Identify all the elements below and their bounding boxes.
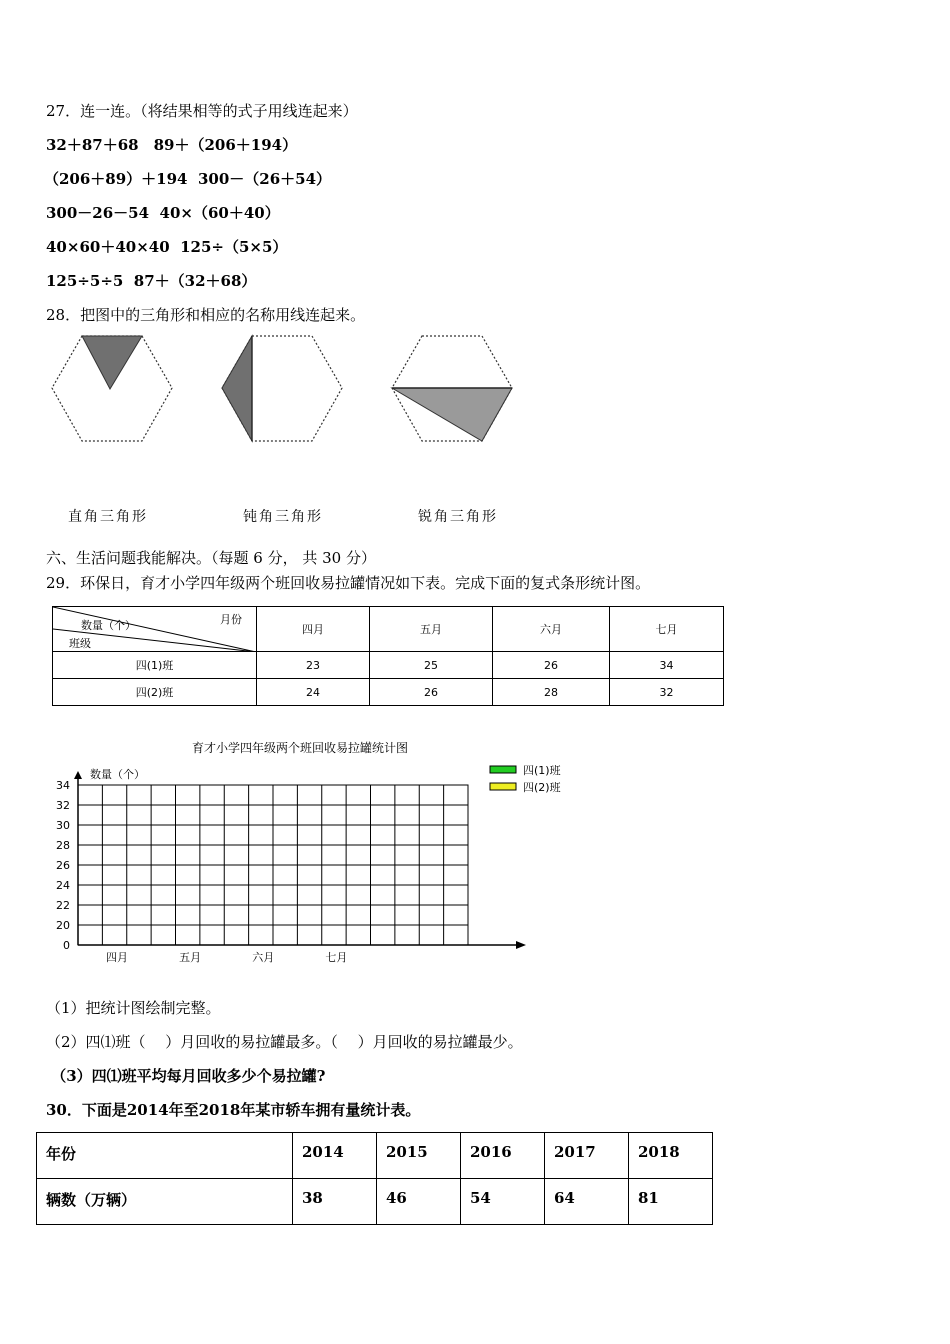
- y-tick-label: 34: [56, 779, 70, 792]
- label-right-triangle: 直角三角形: [68, 509, 148, 525]
- month-header-3: 六月: [493, 607, 610, 652]
- q27-title: 27．连一连。（将结果相等的式子用线连起来）: [46, 102, 358, 120]
- y-tick-label: 26: [56, 859, 70, 872]
- year-cell: 2015: [377, 1133, 461, 1179]
- label-acute-triangle: 锐角三角形: [418, 509, 498, 525]
- table-corner-cell: [53, 607, 257, 652]
- corner-month-label: 月份: [220, 613, 242, 626]
- table-cell: 26: [493, 652, 610, 679]
- q29-sub3: （3）四⑴班平均每月回收多少个易拉罐?: [46, 1067, 326, 1085]
- y-tick-label: 0: [63, 939, 70, 952]
- x-tick-label: 四月: [106, 951, 128, 964]
- table-cell: 28: [493, 679, 610, 706]
- legend-label: 四(2)班: [523, 781, 561, 794]
- month-header-4: 七月: [610, 607, 724, 652]
- legend-swatch: [490, 766, 516, 773]
- y-tick-label: 28: [56, 839, 70, 852]
- q30-data-table: [36, 1132, 713, 1225]
- row-label-count: 辆数（万辆）: [37, 1179, 293, 1225]
- y-tick-label: 22: [56, 899, 70, 912]
- chart-title: 育才小学四年级两个班回收易拉罐统计图: [191, 741, 409, 755]
- chart-y-axis-label: 数量（个）: [90, 768, 145, 781]
- count-cell: 64: [545, 1179, 629, 1225]
- count-cell: 46: [377, 1179, 461, 1225]
- x-tick-label: 七月: [325, 951, 348, 964]
- month-header-1: 四月: [257, 607, 370, 652]
- year-cell: 2017: [545, 1133, 629, 1179]
- y-tick-label: 32: [56, 799, 70, 812]
- q27-row-4: 40×60＋40×40 125÷（5×5）: [46, 238, 288, 256]
- class-label-2: 四(2)班: [53, 679, 257, 706]
- q27-row-2: （206＋89）＋194 300－（26＋54）: [44, 170, 332, 188]
- x-tick-label: 五月: [179, 951, 202, 964]
- chart-grid: [74, 771, 526, 949]
- table-cell: 23: [257, 652, 370, 679]
- row-label-year: 年份: [37, 1133, 293, 1179]
- count-cell: 38: [293, 1179, 377, 1225]
- hexagon-figure-3: [390, 333, 515, 445]
- bar-chart: [40, 735, 600, 970]
- label-obtuse-triangle: 钝角三角形: [243, 509, 323, 525]
- count-cell: 54: [461, 1179, 545, 1225]
- chart-x-ticks: [106, 950, 347, 964]
- class-label-1: 四(1)班: [53, 652, 257, 679]
- section-6-title: 六、生活问题我能解决。（每题 6 分， 共 30 分）: [46, 549, 376, 567]
- table-cell: 34: [610, 652, 724, 679]
- q29-sub1: （1）把统计图绘制完整。: [46, 999, 221, 1017]
- q27-row-3: 300－26－54 40×（60＋40）: [46, 204, 280, 222]
- year-cell: 2014: [293, 1133, 377, 1179]
- q27-row-5: 125÷5÷5 87＋（32＋68）: [46, 272, 257, 290]
- y-tick-label: 24: [56, 879, 70, 892]
- legend-swatch: [490, 783, 516, 790]
- hexagon-figure-2: [220, 333, 345, 445]
- chart-y-ticks: [56, 779, 70, 952]
- table-cell: 26: [370, 679, 493, 706]
- q29-data-table: [52, 606, 724, 706]
- chart-legend: [490, 763, 561, 794]
- count-cell: 81: [629, 1179, 713, 1225]
- month-header-2: 五月: [370, 607, 493, 652]
- legend-label: 四(1)班: [523, 764, 561, 777]
- year-cell: 2016: [461, 1133, 545, 1179]
- q27-row-1: 32＋87＋68 89＋（206＋194）: [46, 136, 298, 154]
- year-cell: 2018: [629, 1133, 713, 1179]
- corner-class-label: 班级: [69, 637, 91, 650]
- table-cell: 25: [370, 652, 493, 679]
- q30-title: 30．下面是2014年至2018年某市轿车拥有量统计表。: [46, 1101, 421, 1119]
- q29-sub2: （2）四⑴班（ ）月回收的易拉罐最多。（ ）月回收的易拉罐最少。: [46, 1033, 523, 1051]
- table-cell: 32: [610, 679, 724, 706]
- corner-quantity-label: 数量（个）: [81, 619, 136, 632]
- hexagon-figure-1: [50, 333, 175, 445]
- y-tick-label: 30: [56, 819, 70, 832]
- table-cell: 24: [257, 679, 370, 706]
- q28-title: 28．把图中的三角形和相应的名称用线连起来。: [46, 306, 366, 324]
- q29-title: 29．环保日，育才小学四年级两个班回收易拉罐情况如下表。完成下面的复式条形统计图。: [46, 574, 651, 592]
- y-tick-label: 20: [56, 919, 70, 932]
- x-tick-label: 六月: [252, 951, 275, 964]
